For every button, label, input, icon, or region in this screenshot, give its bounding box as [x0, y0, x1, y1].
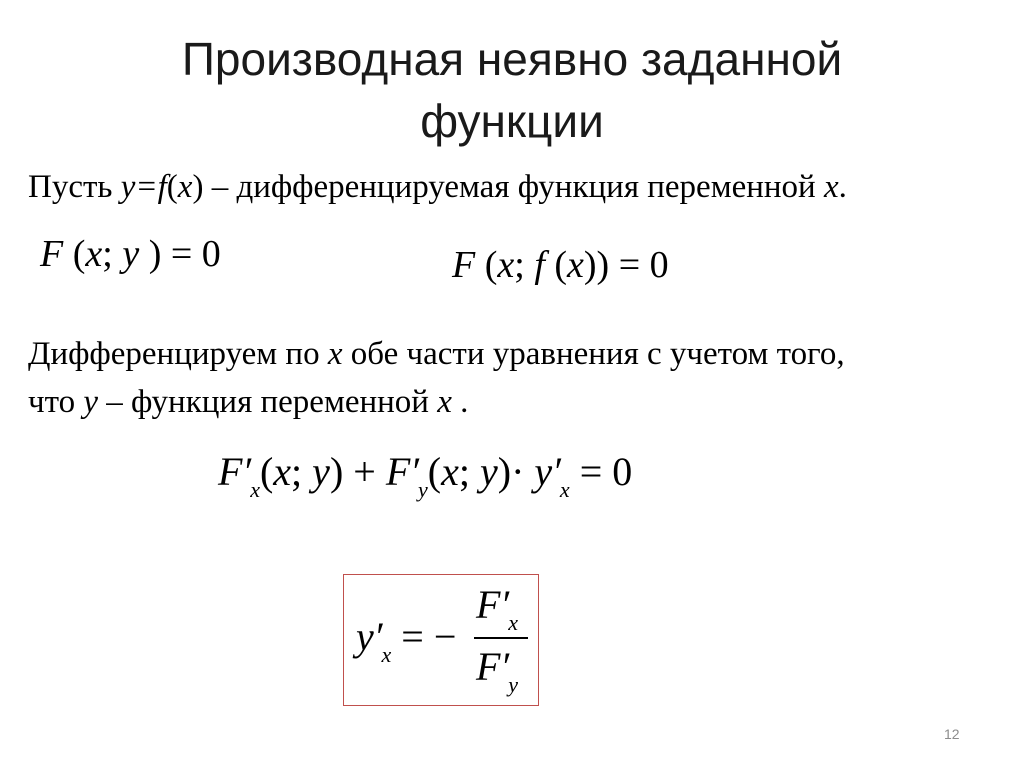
differentiate-line-2: что y – функция переменной x .: [28, 384, 469, 420]
differentiate-line-1: Дифференцируем по x обе части уравнения с учетом того,: [28, 336, 845, 372]
page-number: 12: [944, 726, 960, 742]
equation-substituted: F (x; f (x)) = 0: [452, 244, 669, 286]
differentiate-text: [28, 330, 1018, 426]
equation-derivative: $F'_x(x$; $y) + F'_y(x$; $y)\cdot y'_x = 0$: [218, 449, 633, 502]
fraction-numerator: $F'_x$: [476, 582, 518, 635]
fraction-denominator: $F'_y$: [476, 644, 518, 697]
title-line-1: Производная неявно заданной: [181, 33, 843, 85]
equation-implicit: F (x; y ) = 0: [40, 233, 221, 275]
slide-title: [0, 28, 1024, 152]
fraction-bar: [474, 637, 528, 639]
result-lhs: $y'_x$ = −: [356, 614, 457, 667]
intro-text: Пусть y=f(x) – дифференцируемая функция переменной x.: [28, 169, 847, 205]
title-line-2: функции: [420, 95, 604, 147]
